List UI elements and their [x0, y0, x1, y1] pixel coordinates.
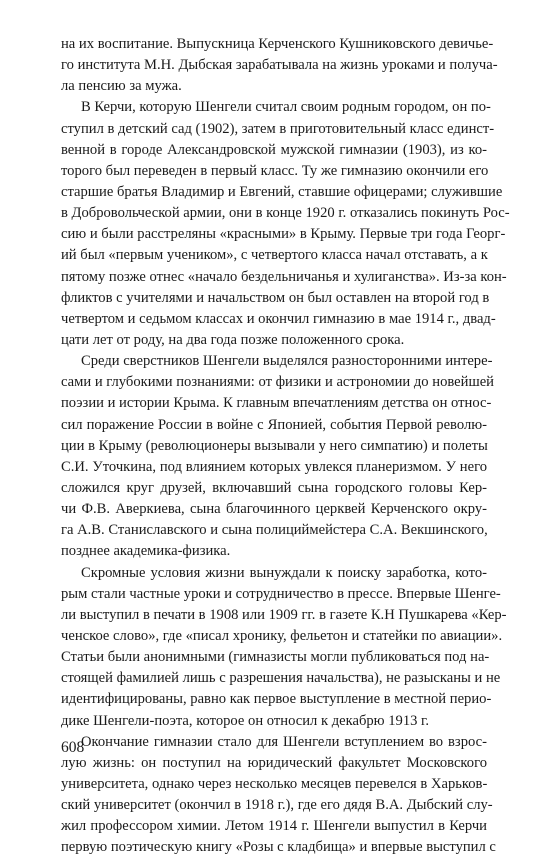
page-body [61, 34, 510, 858]
text-line: ченское слово», где «писал хронику, фельетон и статейки по авиации». [61, 627, 503, 644]
text-line: на их воспитание. Выпускница Керченского Кушниковского девичье- [61, 36, 494, 52]
text-line: га А.В. Станиславского и сына полициймейстера С.А. Векшинского, [61, 522, 488, 539]
text-line: Окончание гимназии стало для Шенгели вступлением во взрос- [81, 733, 487, 750]
text-line: ий был «первым учеником», с четвертого класса начал отставать, а к [61, 247, 488, 264]
paragraph-5 [61, 732, 496, 859]
text-line: лую жизнь: он поступил на юридический факультет Московского [61, 754, 487, 771]
text-line: жил профессором химии. Летом 1914 г. Шенгели выпустил в Керчи [61, 818, 487, 835]
text-line: пятому позже отнес «начало бездельничанья и хулиганства». Из-за кон- [61, 268, 507, 285]
text-line: первую поэтическую книгу «Розы с кладбища» и впервые выступил с [61, 839, 496, 856]
text-line: С.И. Уточкина, под влиянием которых увлекся планеризмом. У него [61, 458, 487, 475]
paragraph-3 [61, 351, 494, 562]
text-line: сил поражение России в войне с Японией, события Первой револю- [61, 416, 487, 433]
text-line: сию и были расстреляны «красными» в Крыму. Первые три года Георг- [61, 226, 506, 243]
text-line: ции в Крыму (революционеры вызывали у него симпатию) и полеты [61, 437, 488, 454]
text-line: В Керчи, которую Шенгели считал своим родным городом, он по- [81, 99, 491, 116]
text-line: старшие братья Владимир и Евгений, ставшие офицерами; служившие [61, 183, 503, 200]
paragraph-1 [61, 34, 498, 97]
paragraph-4 [61, 563, 507, 732]
text-line: Статьи были анонимными (гимназисты могли публиковаться под на- [61, 649, 490, 666]
text-line: сами и глубокими познаниями: от физики и астрономии до новейшей [61, 374, 494, 391]
text-line: четвертом и седьмом классах и окончил гимназию в мае 1914 г., двад- [61, 310, 496, 327]
text-line: университета, однако через несколько месяцев перевелся в Харьков- [61, 775, 488, 792]
text-line: стоящей фамилией лишь с разрешения начальства), не разысканы и не [61, 670, 501, 687]
text-line: Среди сверстников Шенгели выделялся разносторонними интере- [81, 353, 493, 370]
text-line: чи Ф.В. Аверкиева, сына благочинного церквей Керченского окру- [61, 501, 487, 518]
text-line: го института М.Н. Дыбская зарабатывала на жизнь уроками и получа- [61, 57, 498, 74]
text-line: рым стали частные уроки и сотрудничество в прессе. Впервые Шенге- [61, 585, 501, 602]
text-line: торого был переведен в первый класс. Ту же гимназию окончили его [61, 162, 489, 179]
text-line: сложился круг друзей, включавший сына городского головы Кер- [61, 479, 487, 496]
text-line: ли выступил в печати в 1908 или 1909 гг. в газете К.Н Пушкарева «Кер- [61, 606, 507, 623]
text-line: в Добровольческой армии, они в конце 1920 г. отказались покинуть Рос- [61, 205, 510, 222]
text-line: венной в городе Александровской мужской гимназии (1903), из ко- [61, 141, 487, 158]
paragraph-2 [61, 97, 510, 351]
text-line: ла пенсию за мужа. [61, 78, 182, 95]
text-line: Скромные условия жизни вынуждали к поиску заработка, кото- [81, 564, 487, 581]
text-line: дике Шенгели-поэта, которое он относил к декабрю 1913 г. [61, 712, 430, 729]
text-line: фликтов с учителями и начальством он был оставлен на второй год в [61, 289, 490, 306]
text-line: позднее академика-физика. [61, 543, 231, 560]
page-number: 608 [61, 739, 85, 756]
text-line: ский университет (окончил в 1918 г.), где его дядя В.А. Дыбский слу- [61, 797, 493, 814]
text-line: цати лет от роду, на два года позже положенного срока. [61, 331, 405, 348]
text-line: ступил в детский сад (1902), затем в приготовительный класс единст- [61, 120, 495, 137]
text-line: поэзии и истории Крыма. К главным впечатлениям детства он относ- [61, 395, 492, 412]
text-line: идентифицированы, равно как первое выступление в местной перио- [61, 691, 492, 708]
